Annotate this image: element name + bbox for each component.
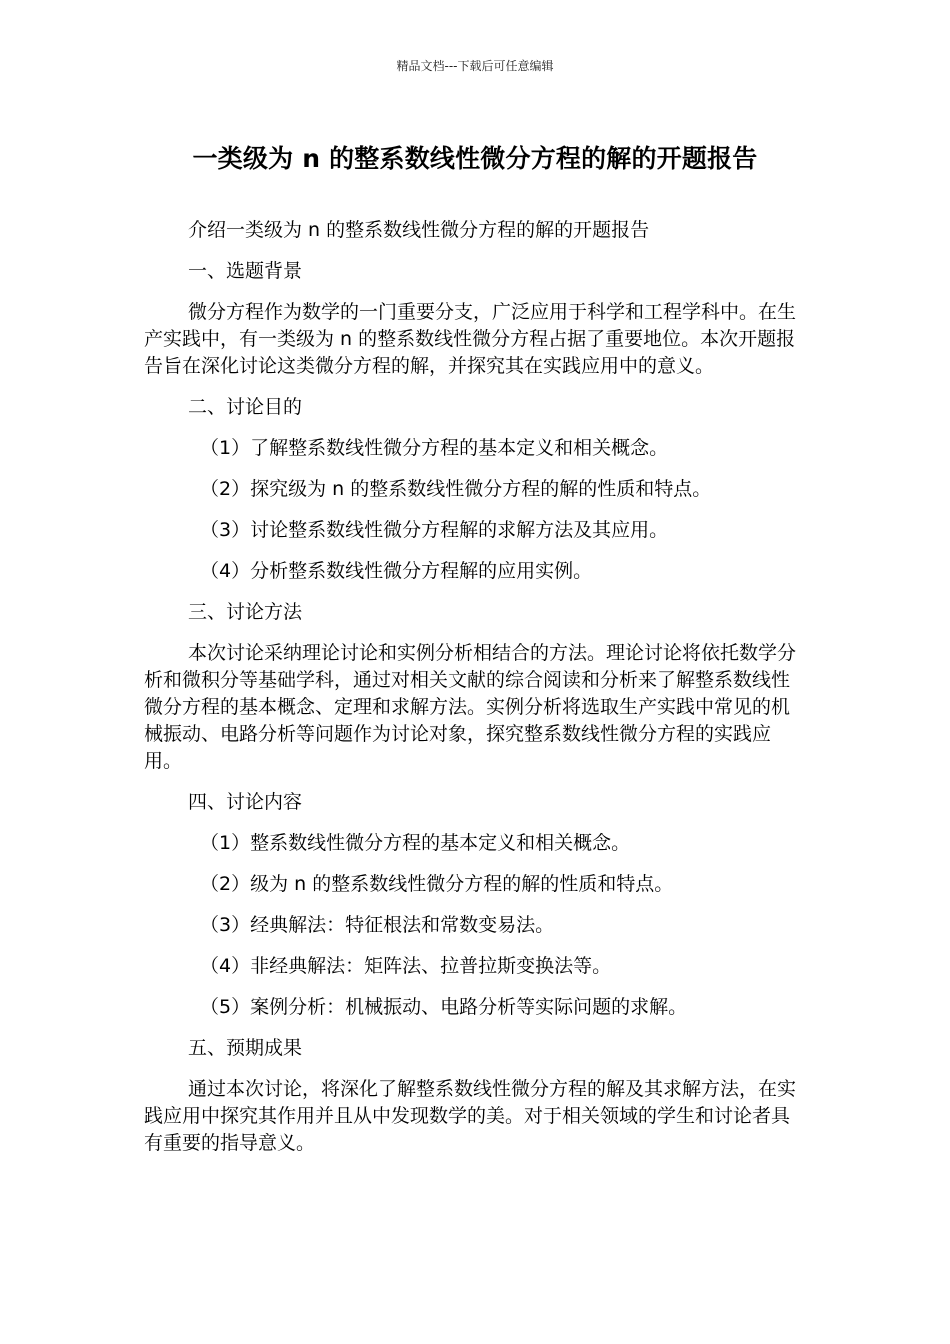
list-item: （4）分析整系数线性微分方程解的应用实例。 bbox=[200, 560, 593, 582]
list-item: （2）级为 n 的整系数线性微分方程的解的性质和特点。 bbox=[200, 873, 674, 895]
list-item: （3）讨论整系数线性微分方程解的求解方法及其应用。 bbox=[200, 519, 669, 541]
paragraph: 介绍一类级为 n 的整系数线性微分方程的解的开题报告 bbox=[188, 219, 650, 241]
paragraph: 本次讨论采纳理论讨论和实例分析相结合的方法。理论讨论将依托数学分析和微积分等基础学科，通过对相关文献的综合阅读和分析来了解整系数线性微分方程的基本概念、定理和求解方法。实例分析将选取生产实践中常见的机械振动、电路分析等问题作为讨论对象，探究整系数线性微分方程的实践应用。 bbox=[144, 642, 797, 772]
list-item: （3）经典解法：特征根法和常数变易法。 bbox=[200, 914, 555, 936]
page-header: 精品文档---下载后可任意编辑 bbox=[396, 59, 554, 73]
list-item: （1）整系数线性微分方程的基本定义和相关概念。 bbox=[200, 832, 631, 854]
paragraph: 通过本次讨论，将深化了解整系数线性微分方程的解及其求解方法，在实践应用中探究其作用并且从中发现数学的美。对于相关领域的学生和讨论者具有重要的指导意义。 bbox=[144, 1078, 797, 1154]
paragraph: 微分方程作为数学的一门重要分支，广泛应用于科学和工程学科中。在生产实践中，有一类级为 n 的整系数线性微分方程占据了重要地位。本次开题报告旨在深化讨论这类微分方程的解，并探究其在实践应用中的意义。 bbox=[144, 301, 797, 377]
list-item: （5）案例分析：机械振动、电路分析等实际问题的求解。 bbox=[200, 996, 688, 1018]
paragraph: 四、讨论内容 bbox=[188, 791, 303, 813]
document-body bbox=[144, 217, 804, 1171]
paragraph: 五、预期成果 bbox=[188, 1037, 303, 1059]
paragraph: 一、选题背景 bbox=[188, 260, 303, 282]
document-title: 一类级为 n 的整系数线性微分方程的解的开题报告 bbox=[192, 144, 758, 173]
list-item: （1）了解整系数线性微分方程的基本定义和相关概念。 bbox=[200, 437, 669, 459]
paragraph: 三、讨论方法 bbox=[188, 601, 303, 623]
paragraph: 二、讨论目的 bbox=[188, 396, 303, 418]
list-item: （4）非经典解法：矩阵法、拉普拉斯变换法等。 bbox=[200, 955, 612, 977]
list-item: （2）探究级为 n 的整系数线性微分方程的解的性质和特点。 bbox=[200, 478, 712, 500]
